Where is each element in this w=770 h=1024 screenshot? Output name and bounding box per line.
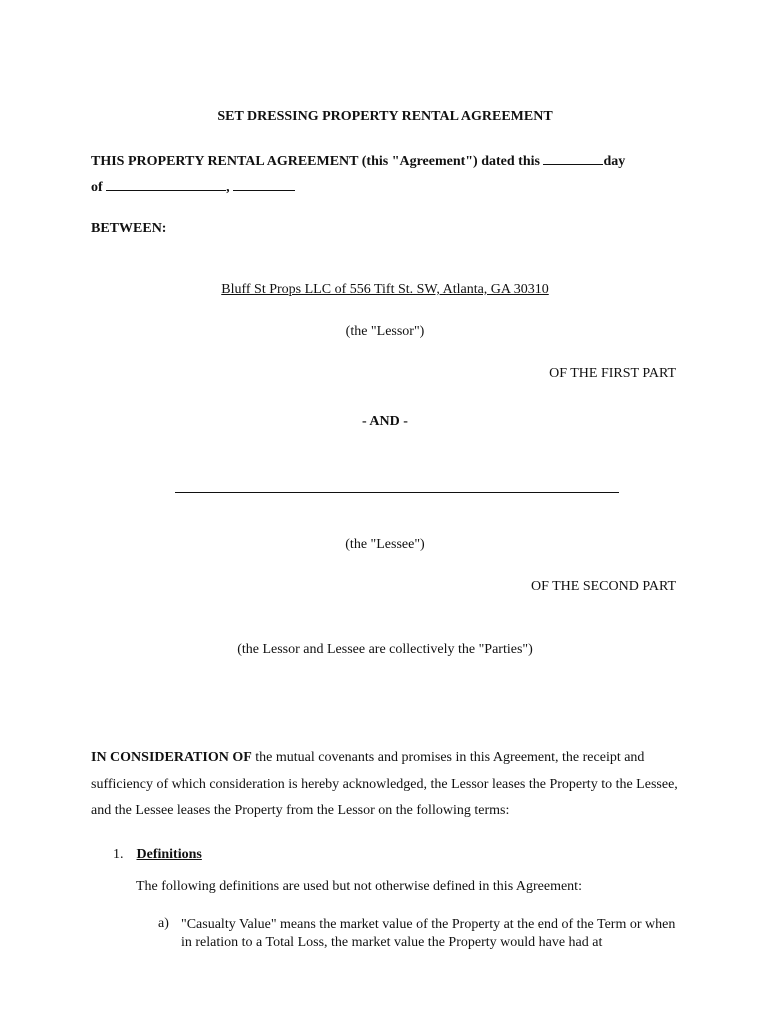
definition-a-text: "Casualty Value" means the market value of the Property at the end of the Term or when in relation to a Total Loss, the market value the Property would have had at bbox=[181, 917, 676, 950]
lessor-address-text: Bluff St Props LLC of 556 Tift St. SW, Atlanta, GA 30310 bbox=[221, 282, 549, 297]
consideration-paragraph bbox=[91, 745, 681, 825]
parties-note: (the Lessor and Lessee are collectively the "Parties") bbox=[237, 642, 533, 657]
intro-line-1-suffix: day bbox=[603, 154, 626, 169]
section-1-number: 1. bbox=[113, 847, 124, 862]
document-title: SET DRESSING PROPERTY RENTAL AGREEMENT bbox=[217, 109, 553, 124]
section-1-intro: The following definitions are used but not otherwise defined in this Agreement: bbox=[136, 879, 582, 894]
month-blank bbox=[106, 178, 226, 191]
definition-a-marker: a) bbox=[158, 916, 169, 931]
lessee-role: (the "Lessee") bbox=[345, 537, 425, 552]
section-1-heading bbox=[113, 847, 202, 863]
intro-line-1 bbox=[91, 152, 625, 170]
intro-line-1-prefix: THIS PROPERTY RENTAL AGREEMENT (this "Agreement") dated this bbox=[91, 154, 540, 169]
intro-line-2-prefix: of bbox=[91, 180, 103, 195]
consideration-text: the mutual covenants and promises in this Agreement, the receipt and sufficiency of which consideration is hereby acknowledged, the Lessor leases the Property to the Lessee, and the Lessee leases the Property from the Lessor on the following terms: bbox=[91, 750, 678, 818]
year-blank bbox=[233, 178, 295, 191]
day-blank bbox=[543, 152, 603, 165]
section-1-title: Definitions bbox=[136, 847, 202, 862]
and-label: - AND - bbox=[362, 414, 408, 429]
lessor-role: (the "Lessor") bbox=[345, 324, 425, 339]
consideration-bold: IN CONSIDERATION OF bbox=[91, 750, 252, 765]
lessee-signature-line bbox=[175, 492, 619, 493]
second-part-label: OF THE SECOND PART bbox=[530, 579, 676, 594]
intro-line-2-comma: , bbox=[226, 180, 230, 195]
between-label: BETWEEN: bbox=[91, 221, 167, 236]
intro-line-2 bbox=[91, 178, 295, 196]
lessor-address bbox=[0, 282, 770, 298]
first-part-label: OF THE FIRST PART bbox=[549, 366, 676, 381]
